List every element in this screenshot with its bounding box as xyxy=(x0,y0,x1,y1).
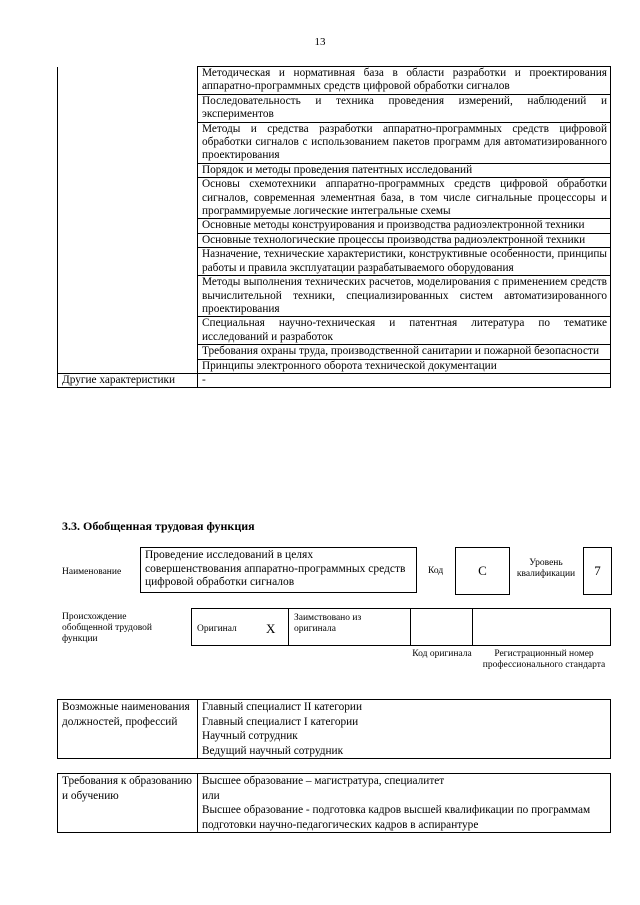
code-original-caption: Код оригинала xyxy=(412,649,472,659)
education-line: или xyxy=(202,789,220,802)
registration-number-caption: Регистрационный номер профессионального стандарта xyxy=(482,649,606,670)
education-line: Высшее образование – магистратура, специалитет xyxy=(202,775,445,787)
education-line: Высшее образование - подготовка кадров высшей квалификации по программам подготовки научно-педагогических кадров в аспирантуре xyxy=(202,804,591,831)
knowledge-item: Методы и средства разработки аппаратно-программных средств цифровой обработки сигналов с использованием пакетов программ для автоматизированного проектирования xyxy=(198,122,611,163)
section-title: 3.3. Обобщенная трудовая функция xyxy=(62,519,255,533)
position-item: Ведущий научный сотрудник xyxy=(202,744,344,757)
original-label: Оригинал xyxy=(197,624,237,634)
borrowed-label: Заимствовано из оригинала xyxy=(294,613,362,634)
origin-divider xyxy=(472,609,473,645)
knowledge-item: Основные методы конструирования и производства радиоэлектронной техники xyxy=(198,219,611,233)
knowledge-item: Методическая и нормативная база в области разработки и проектирования аппаратно-программных средств цифровой обработки сигналов xyxy=(198,67,611,95)
knowledge-label-cell xyxy=(58,67,198,374)
knowledge-item: Специальная научно-техническая и патентная литература по тематике исследований и разработок xyxy=(198,317,611,345)
knowledge-item: Основные технологические процессы производства радиоэлектронной техники xyxy=(198,233,611,247)
positions-table xyxy=(57,699,611,759)
knowledge-item: Последовательность и техника проведения измерений, наблюдений и экспериментов xyxy=(198,94,611,122)
position-item: Главный специалист I категории xyxy=(202,715,359,728)
page-number: 13 xyxy=(314,36,326,48)
other-characteristics-value: - xyxy=(198,373,611,387)
position-item: Главный специалист II категории xyxy=(202,701,362,713)
knowledge-item: Принципы электронного оборота технической документации xyxy=(198,359,611,373)
original-mark: Х xyxy=(266,621,276,636)
education-table xyxy=(57,773,611,833)
positions-list xyxy=(198,700,611,759)
education-label: Требования к образованию и обучению xyxy=(58,774,198,833)
origin-label: Происхождение обобщенной трудовой функции xyxy=(62,612,152,644)
knowledge-item: Назначение, технические характеристики, конструктивные особенности, принципы работы и правила эксплуатации разрабатываемого оборудования xyxy=(198,248,611,276)
knowledge-table xyxy=(57,66,611,388)
origin-divider xyxy=(410,609,411,645)
level-value: 7 xyxy=(594,563,601,578)
level-value-box xyxy=(583,547,612,595)
knowledge-item: Методы выполнения технических расчетов, моделирования с применением средств вычислительной техники, специализированных систем автоматизированного проектирования xyxy=(198,276,611,317)
code-value: С xyxy=(478,563,487,578)
positions-label: Возможные наименования должностей, профессий xyxy=(58,700,198,759)
education-requirements xyxy=(198,774,611,833)
level-label: Уровень квалификации xyxy=(516,558,576,579)
code-label: Код xyxy=(428,566,444,576)
knowledge-item: Основы схемотехники аппаратно-программных средств цифровой обработки сигналов, современная элементная база, в том числе сигнальные процессоры и программируемые логические интегральные схемы xyxy=(198,178,611,219)
origin-divider xyxy=(288,609,289,645)
position-item: Научный сотрудник xyxy=(202,730,298,742)
code-value-box xyxy=(455,547,510,595)
function-name-value: Проведение исследований в целях совершенствования аппаратно-программных средств цифровой обработки сигналов xyxy=(145,549,406,588)
knowledge-item: Порядок и методы проведения патентных исследований xyxy=(198,163,611,177)
function-name-box xyxy=(140,547,417,593)
origin-box xyxy=(191,608,611,646)
other-characteristics-label: Другие характеристики xyxy=(58,373,198,387)
knowledge-item: Требования охраны труда, производственной санитарии и пожарной безопасности xyxy=(198,345,611,359)
name-label: Наименование xyxy=(62,567,122,577)
